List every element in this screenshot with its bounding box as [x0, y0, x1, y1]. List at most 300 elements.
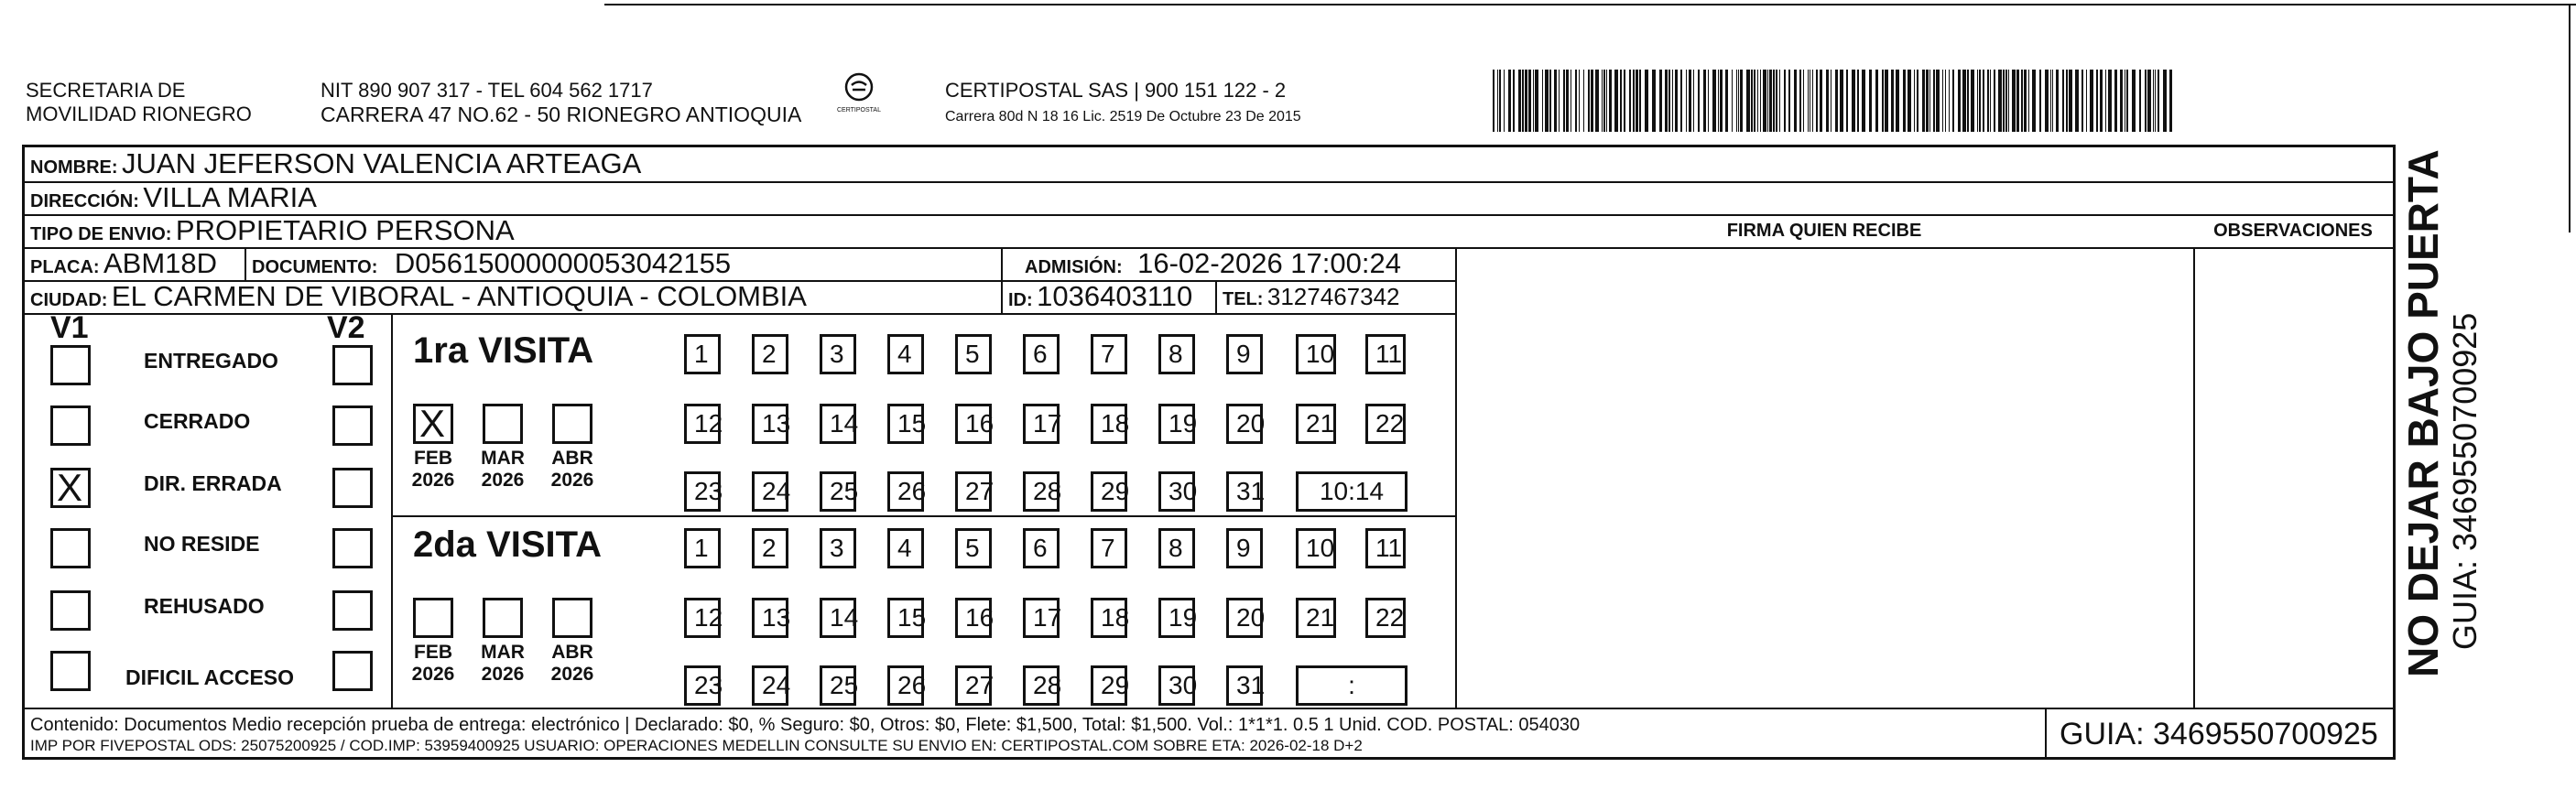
visits-divider — [391, 313, 393, 708]
barcode-bar — [1693, 70, 1694, 132]
barcode-bar — [1732, 70, 1733, 132]
barcode-bar — [2086, 70, 2087, 132]
barcode-bar — [1908, 70, 1911, 132]
nombre-value: JUAN JEFERSON VALENCIA ARTEAGA — [122, 147, 642, 179]
barcode-bar — [1942, 70, 1943, 132]
barcode-bar — [1602, 70, 1603, 132]
nit-line: NIT 890 907 317 - TEL 604 562 1717 — [321, 79, 653, 102]
v2-checkbox[interactable] — [332, 468, 373, 508]
visit1-day-box[interactable]: 11 — [1365, 334, 1406, 374]
barcode-bar — [1708, 70, 1709, 132]
visit1-month-checkbox[interactable] — [483, 404, 523, 444]
side-guia: GUIA: 3469550700925 — [2446, 312, 2484, 650]
barcode-bar — [1857, 70, 1859, 132]
barcode-bar — [1751, 70, 1753, 132]
visit2-day-box[interactable]: 31 — [1226, 665, 1263, 706]
barcode — [1493, 70, 2174, 132]
visit1-month-checkbox[interactable] — [552, 404, 592, 444]
barcode-bar — [2056, 70, 2059, 132]
visit1-month-checkbox[interactable] — [413, 404, 453, 444]
barcode-bar — [1767, 70, 1768, 132]
visit2-day-box[interactable]: 22 — [1365, 598, 1406, 638]
barcode-bar — [1591, 70, 1593, 132]
visit2-day-box[interactable]: 12 — [684, 598, 721, 638]
obs-col-divider — [2193, 247, 2195, 708]
visit1-day-box[interactable]: 7 — [1091, 334, 1127, 374]
barcode-bar — [1763, 70, 1766, 132]
visit2-day-box[interactable]: 30 — [1158, 665, 1195, 706]
visit2-day-box[interactable]: 23 — [684, 665, 721, 706]
month-year: 2026 — [550, 664, 594, 685]
barcode-bar — [2021, 70, 2023, 132]
month-name: FEB — [414, 448, 452, 469]
barcode-bar — [2147, 70, 2151, 132]
tel-value: 3127467342 — [1266, 283, 1400, 310]
month-name: MAR — [481, 642, 525, 663]
barcode-bar — [1689, 70, 1691, 132]
state-label: CERRADO — [144, 409, 251, 433]
barcode-bar — [1977, 70, 1978, 132]
barcode-bar — [1668, 70, 1670, 132]
barcode-bar — [1639, 70, 1641, 132]
state-label: NO RESIDE — [144, 532, 260, 556]
documento-label: DOCUMENTO: — [252, 257, 378, 277]
barcode-bar — [2100, 70, 2103, 132]
id-divider — [1001, 280, 1003, 313]
month-year: 2026 — [481, 664, 525, 685]
barcode-bar — [1885, 70, 1888, 132]
visit2-month-checkbox[interactable] — [483, 598, 523, 638]
visit2-month-label — [475, 642, 530, 686]
visit1-day-box[interactable]: 5 — [955, 334, 992, 374]
side-warning: NO DEJAR BAJO PUERTA — [2399, 149, 2447, 677]
v2-checkbox[interactable] — [332, 590, 373, 631]
barcode-bar — [2096, 70, 2098, 132]
barcode-bar — [1869, 70, 1872, 132]
barcode-bar — [1754, 70, 1755, 132]
visit1-day-box[interactable]: 28 — [1023, 471, 1060, 512]
barcode-bar — [2132, 70, 2136, 132]
barcode-bar — [2066, 70, 2068, 132]
visit2-month-label — [545, 642, 600, 686]
barcode-bar — [1990, 70, 1991, 132]
barcode-bar — [1629, 70, 1631, 132]
courier-block — [945, 79, 1301, 126]
barcode-bar — [1554, 70, 1557, 132]
visit1-day-box[interactable]: 3 — [820, 334, 856, 374]
barcode-bar — [1525, 70, 1527, 132]
state-label: ENTREGADO — [144, 349, 278, 373]
barcode-bar — [1652, 70, 1656, 132]
barcode-bar — [2012, 70, 2016, 132]
barcode-bar — [2108, 70, 2112, 132]
visit1-day-box[interactable]: 17 — [1023, 404, 1060, 444]
direccion-label: DIRECCIÓN: — [30, 191, 139, 211]
visit1-day-box[interactable]: 9 — [1226, 334, 1263, 374]
visit1-day-box[interactable]: 26 — [887, 471, 924, 512]
sign-header — [1455, 214, 2193, 249]
barcode-bar — [1680, 70, 1682, 132]
barcode-bar — [1862, 70, 1865, 132]
barcode-bar — [1513, 70, 1515, 132]
month-year: 2026 — [481, 470, 525, 491]
barcode-bar — [1497, 70, 1498, 132]
barcode-bar — [1563, 70, 1565, 132]
barcode-bar — [1779, 70, 1780, 132]
visit1-day-box[interactable]: 18 — [1091, 404, 1127, 444]
month-name: FEB — [414, 642, 452, 663]
barcode-bar — [1958, 70, 1961, 132]
barcode-bar — [1636, 70, 1638, 132]
barcode-bar — [1917, 70, 1918, 132]
right-edge-line — [2569, 4, 2571, 232]
obs-header-text: OBSERVACIONES — [2213, 221, 2373, 241]
barcode-bar — [2126, 70, 2128, 132]
barcode-bar — [1535, 70, 1538, 132]
barcode-bar — [1698, 70, 1700, 132]
barcode-bar — [1962, 70, 1966, 132]
placa-value: ABM18D — [103, 247, 218, 279]
month-year: 2026 — [411, 470, 455, 491]
barcode-bar — [1712, 70, 1716, 132]
guia-box: GUIA: 3469550700925 — [2060, 717, 2378, 751]
visit1-day-box[interactable]: 29 — [1091, 471, 1127, 512]
license-line: Carrera 80d N 18 16 Lic. 2519 De Octubre 23 De 2015 — [945, 109, 1301, 124]
barcode-bar — [2008, 70, 2009, 132]
id-label: ID: — [1008, 290, 1033, 310]
visit1-day-box[interactable]: 24 — [752, 471, 788, 512]
barcode-bar — [1936, 70, 1940, 132]
visit2-day-box[interactable]: 27 — [955, 665, 992, 706]
visit1-day-box[interactable]: 10 — [1296, 334, 1336, 374]
visit2-day-box[interactable]: 24 — [752, 665, 788, 706]
visit2-day-box[interactable]: 29 — [1091, 665, 1127, 706]
month-year: 2026 — [550, 470, 594, 491]
side-text-block — [2399, 128, 2484, 677]
visit1-day-box[interactable]: 1 — [684, 334, 721, 374]
barcode-bar — [1559, 70, 1560, 132]
barcode-bar — [2016, 70, 2019, 132]
barcode-bar — [2024, 70, 2027, 132]
visit1-time-box[interactable]: 10:14 — [1296, 471, 1408, 512]
issuer-line1: SECRETARIA DE — [26, 79, 186, 102]
logo-text: CERTIPOSTAL — [837, 107, 881, 114]
visit1-day-box[interactable]: 13 — [752, 404, 788, 444]
barcode-bar — [1903, 70, 1906, 132]
barcode-bar — [1549, 70, 1551, 132]
barcode-bar — [1835, 70, 1838, 132]
visit2-day-box[interactable]: 20 — [1226, 598, 1263, 638]
barcode-bar — [2003, 70, 2005, 132]
barcode-bar — [1769, 70, 1772, 132]
barcode-bar — [1659, 70, 1662, 132]
barcode-bar — [2045, 70, 2049, 132]
barcode-bar — [1579, 70, 1580, 132]
barcode-bar — [1686, 70, 1687, 132]
barcode-bar — [1896, 70, 1899, 132]
visit1-day-box[interactable]: 25 — [820, 471, 856, 512]
visit2-day-box[interactable]: 6 — [1023, 528, 1060, 568]
barcode-bar — [2158, 70, 2159, 132]
admision-value: 16-02-2026 17:00:24 — [1137, 247, 1401, 279]
visit2-day-box[interactable]: 21 — [1296, 598, 1336, 638]
v1-label: V1 — [50, 310, 89, 345]
barcode-bar — [1949, 70, 1950, 132]
ciudad-label: CIUDAD: — [30, 290, 108, 310]
barcode-bar — [1736, 70, 1737, 132]
barcode-bar — [1718, 70, 1719, 132]
barcode-bar — [2075, 70, 2079, 132]
v1-checkbox[interactable] — [50, 651, 91, 691]
barcode-bar — [2081, 70, 2083, 132]
barcode-bar — [1773, 70, 1775, 132]
barcode-bar — [2105, 70, 2106, 132]
visit1-day-box[interactable]: 22 — [1365, 404, 1406, 444]
v2-checkbox[interactable] — [332, 651, 373, 691]
barcode-bar — [1665, 70, 1668, 132]
barcode-bar — [1820, 70, 1822, 132]
barcode-bar — [1998, 70, 2002, 132]
visit2-day-box[interactable]: 16 — [955, 598, 992, 638]
month-name: ABR — [551, 448, 593, 469]
barcode-bar — [1757, 70, 1758, 132]
visit2-day-box[interactable]: 4 — [887, 528, 924, 568]
barcode-bar — [1720, 70, 1723, 132]
barcode-bar — [2114, 70, 2117, 132]
visit1-day-box[interactable]: 20 — [1226, 404, 1263, 444]
obs-header — [2193, 214, 2393, 249]
top-edge-line — [604, 4, 2576, 5]
v1-checkbox[interactable] — [50, 468, 91, 508]
barcode-bar — [1614, 70, 1618, 132]
check-mark: X — [419, 402, 446, 445]
barcode-bar — [1945, 70, 1946, 132]
barcode-bar — [1672, 70, 1673, 132]
month-name: ABR — [551, 642, 593, 663]
visit2-day-box[interactable]: 10 — [1296, 528, 1336, 568]
barcode-bar — [1606, 70, 1607, 132]
tipo-label: TIPO DE ENVIO: — [30, 224, 172, 244]
visit1-month-label — [406, 448, 461, 492]
barcode-bar — [1703, 70, 1706, 132]
v2-checkbox[interactable] — [332, 405, 373, 446]
barcode-bar — [1929, 70, 1930, 132]
v1-checkbox[interactable] — [50, 405, 91, 446]
ciudad-value: EL CARMEN DE VIBORAL - ANTIOQUIA - COLOMBIA — [111, 280, 807, 312]
certipostal-logo — [828, 71, 890, 115]
barcode-bar — [1799, 70, 1801, 132]
visit2-title: 2da VISITA — [413, 524, 602, 565]
visit1-day-box[interactable]: 8 — [1158, 334, 1195, 374]
barcode-bar — [2069, 70, 2072, 132]
visit2-day-box[interactable]: 19 — [1158, 598, 1195, 638]
barcode-bar — [2155, 70, 2156, 132]
visit1-day-box[interactable]: 4 — [887, 334, 924, 374]
visit2-day-box[interactable]: 3 — [820, 528, 856, 568]
barcode-bar — [1994, 70, 1995, 132]
visit2-day-box[interactable]: 1 — [684, 528, 721, 568]
visit1-day-box[interactable]: 6 — [1023, 334, 1060, 374]
barcode-bar — [1575, 70, 1577, 132]
barcode-bar — [1784, 70, 1786, 132]
visit2-day-box[interactable]: 9 — [1226, 528, 1263, 568]
visit1-month-label — [545, 448, 600, 492]
visit1-day-box[interactable]: 21 — [1296, 404, 1336, 444]
direccion-value: VILLA MARIA — [143, 181, 317, 213]
barcode-bar — [1738, 70, 1739, 132]
visit1-day-box[interactable]: 19 — [1158, 404, 1195, 444]
barcode-bar — [1891, 70, 1894, 132]
barcode-bar — [1595, 70, 1599, 132]
barcode-bar — [2062, 70, 2064, 132]
barcode-bar — [2039, 70, 2041, 132]
visit1-day-box[interactable]: 27 — [955, 471, 992, 512]
visit2-day-box[interactable]: 17 — [1023, 598, 1060, 638]
visit1-month-label — [475, 448, 530, 492]
sign-header-text: FIRMA QUIEN RECIBE — [1726, 221, 1922, 241]
barcode-bar — [2052, 70, 2053, 132]
visit2-time-box[interactable]: : — [1296, 665, 1408, 706]
visit2-day-box[interactable]: 7 — [1091, 528, 1127, 568]
barcode-bar — [1493, 70, 1495, 132]
visit2-day-box[interactable]: 13 — [752, 598, 788, 638]
barcode-bar — [1508, 70, 1511, 132]
courier-line: CERTIPOSTAL SAS | 900 151 122 - 2 — [945, 79, 1287, 102]
visit2-day-box[interactable]: 8 — [1158, 528, 1195, 568]
visit2-month-checkbox[interactable] — [552, 598, 592, 638]
tel-field — [1223, 280, 1400, 318]
barcode-bar — [1840, 70, 1843, 132]
issuer-line2: MOVILIDAD RIONEGRO — [26, 103, 252, 125]
month-year: 2026 — [411, 664, 455, 685]
v2-checkbox[interactable] — [332, 528, 373, 568]
v2-label: V2 — [327, 310, 365, 345]
barcode-bar — [1588, 70, 1590, 132]
visit2-month-checkbox[interactable] — [413, 598, 453, 638]
barcode-bar — [2028, 70, 2029, 132]
footer-line2: IMP POR FIVEPOSTAL ODS: 25075200925 / COD.IMP: 53959400925 USUARIO: OPERACIONES MEDELLIN CONSULTE SU ENVIO EN: CERTIPOSTAL.COM SOBRE ETA: 2026-02-18 D+2 — [30, 737, 1363, 754]
admision-divider — [1001, 247, 1003, 280]
visit2-day-box[interactable]: 28 — [1023, 665, 1060, 706]
visit1-day-box[interactable]: 14 — [820, 404, 856, 444]
barcode-bar — [1633, 70, 1635, 132]
month-name: MAR — [481, 448, 525, 469]
visit2-day-box[interactable]: 14 — [820, 598, 856, 638]
guia-box-divider — [2045, 708, 2047, 757]
barcode-bar — [1952, 70, 1954, 132]
barcode-bar — [1620, 70, 1622, 132]
barcode-bar — [1808, 70, 1809, 132]
barcode-bar — [1794, 70, 1797, 132]
barcode-bar — [1967, 70, 1969, 132]
barcode-bar — [1725, 70, 1728, 132]
visit2-day-box[interactable]: 15 — [887, 598, 924, 638]
visit1-day-box[interactable]: 31 — [1226, 471, 1263, 512]
barcode-bar — [1542, 70, 1543, 132]
barcode-bar — [1922, 70, 1925, 132]
admision-label: ADMISIÓN: — [1025, 257, 1123, 277]
issuer-block — [26, 79, 252, 126]
placa-label: PLACA: — [30, 257, 100, 277]
barcode-bar — [1645, 70, 1648, 132]
barcode-bar — [2163, 70, 2167, 132]
barcode-bar — [2005, 70, 2007, 132]
visit1-day-box[interactable]: 30 — [1158, 471, 1195, 512]
sign-col-divider — [1455, 247, 1457, 708]
barcode-bar — [2145, 70, 2147, 132]
footer-line1: Contenido: Documentos Medio recepción prueba de entrega: electrónico | Declarado: $0, % Seguro: $0, Otros: $0, Flete: $1,500, Total: $1,500. Vol.: 1*1*1. 0.5 1 Unid. COD. POSTAL: 054030 — [30, 715, 1581, 735]
address-line: CARRERA 47 NO.62 - 50 RIONEGRO ANTIOQUIA — [321, 103, 802, 126]
barcode-bar — [1979, 70, 1981, 132]
v1-checkbox[interactable] — [50, 528, 91, 568]
visit1-day-box[interactable]: 23 — [684, 471, 721, 512]
barcode-bar — [1914, 70, 1915, 132]
visit1-day-box[interactable]: 16 — [955, 404, 992, 444]
barcode-bar — [1875, 70, 1878, 132]
visit2-day-box[interactable]: 25 — [820, 665, 856, 706]
delivery-form — [22, 145, 2396, 760]
barcode-bar — [1566, 70, 1569, 132]
visit2-day-box[interactable]: 11 — [1365, 528, 1406, 568]
barcode-bar — [1926, 70, 1929, 132]
v1-checkbox[interactable] — [50, 590, 91, 631]
barcode-bar — [1846, 70, 1848, 132]
barcode-bar — [2090, 70, 2093, 132]
barcode-bar — [1499, 70, 1501, 132]
barcode-bar — [1746, 70, 1750, 132]
barcode-bar — [1545, 70, 1549, 132]
barcode-bar — [1812, 70, 1813, 132]
state-label: REHUSADO — [144, 594, 265, 618]
visit-divider — [391, 515, 1455, 517]
id-field — [1008, 280, 1192, 319]
visit2-day-box[interactable]: 2 — [752, 528, 788, 568]
barcode-bar — [1776, 70, 1777, 132]
barcode-bar — [2050, 70, 2051, 132]
visit1-day-box[interactable]: 2 — [752, 334, 788, 374]
barcode-bar — [1522, 70, 1524, 132]
barcode-bar — [1987, 70, 1989, 132]
v1-checkbox[interactable] — [50, 345, 91, 385]
v2-checkbox[interactable] — [332, 345, 373, 385]
barcode-bar — [1533, 70, 1534, 132]
barcode-bar — [1675, 70, 1678, 132]
barcode-bar — [1740, 70, 1743, 132]
visit2-day-box[interactable]: 18 — [1091, 598, 1127, 638]
state-label: DIR. ERRADA — [144, 471, 282, 495]
barcode-bar — [1788, 70, 1790, 132]
barcode-bar — [1971, 70, 1974, 132]
barcode-bar — [2139, 70, 2141, 132]
barcode-bar — [1603, 70, 1605, 132]
barcode-bar — [2032, 70, 2036, 132]
nombre-field — [30, 147, 641, 186]
visit1-day-box[interactable]: 12 — [684, 404, 721, 444]
visit1-day-box[interactable]: 15 — [887, 404, 924, 444]
visit2-day-box[interactable]: 5 — [955, 528, 992, 568]
barcode-bar — [2120, 70, 2123, 132]
state-label: DIFICIL ACCESO — [125, 665, 295, 689]
barcode-bar — [1882, 70, 1884, 132]
tel-label: TEL: — [1223, 289, 1264, 309]
visit2-day-box[interactable]: 26 — [887, 665, 924, 706]
barcode-bar — [1760, 70, 1761, 132]
barcode-bar — [1933, 70, 1935, 132]
barcode-bar — [2169, 70, 2172, 132]
issuer-contact-block — [321, 79, 801, 126]
barcode-bar — [2153, 70, 2154, 132]
barcode-bar — [1983, 70, 1984, 132]
